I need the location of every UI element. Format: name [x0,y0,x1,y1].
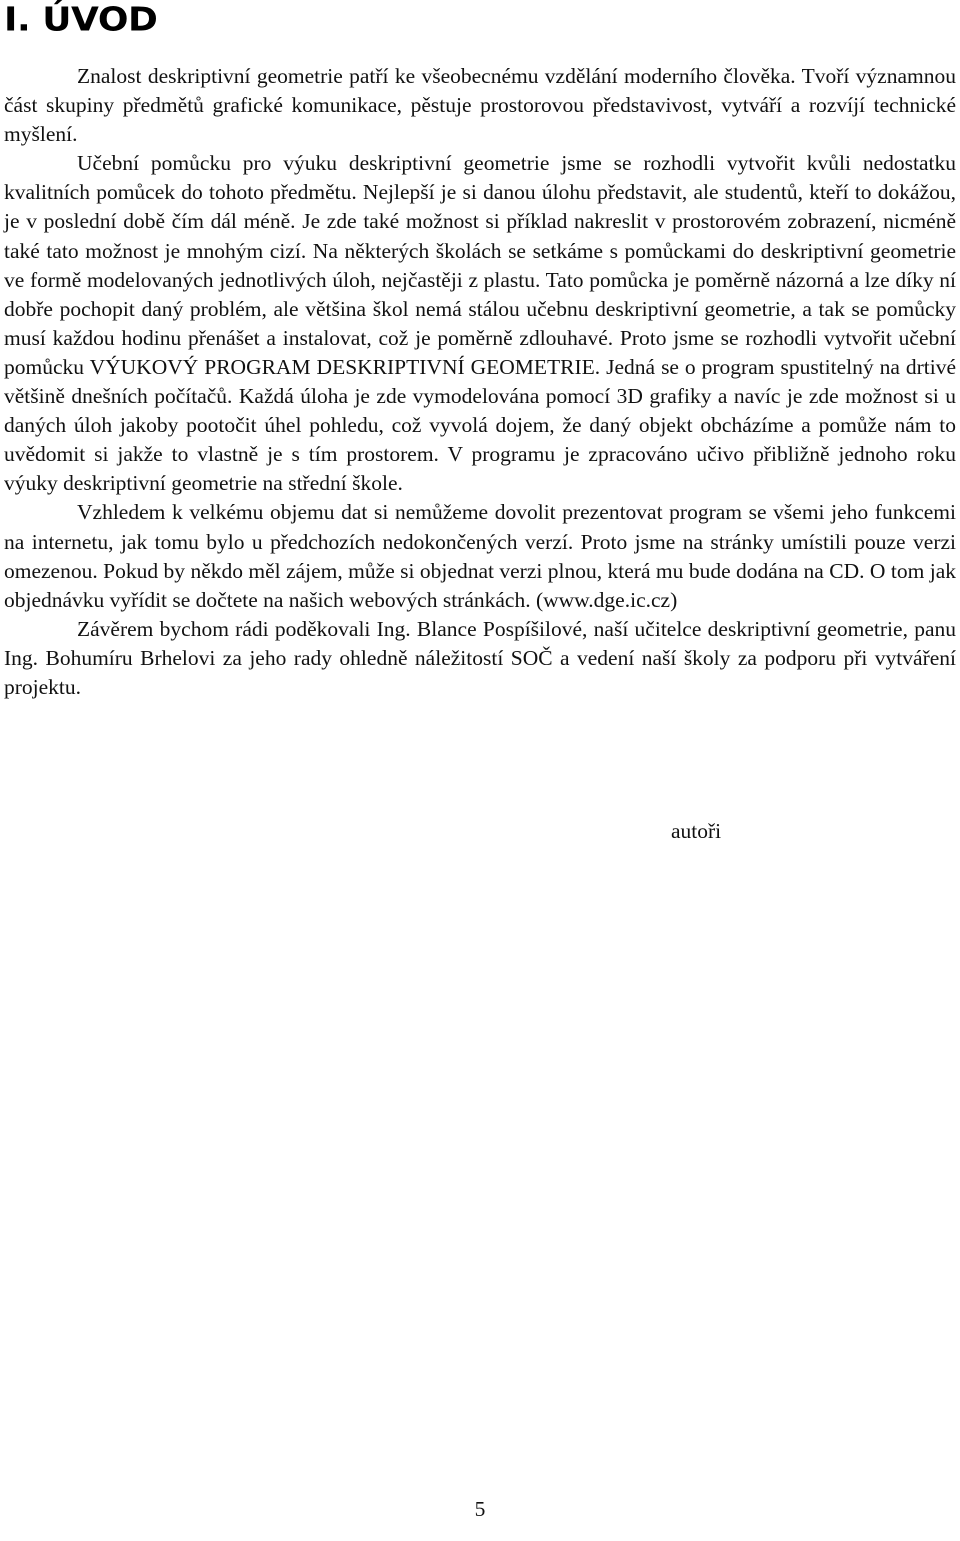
page-number: 5 [474,1497,486,1521]
paragraph: Závěrem bychom rádi poděkovali Ing. Blance Pospíšilové, naší učitelce deskriptivní geometrie, panu Ing. Bohumíru Brhelovi za jeho rady ohledně náležitostí SOČ a vedení naší školy za podporu při vytváření projektu. [4,616,956,699]
section-heading: I. ÚVOD [4,0,158,39]
body-text [4,62,956,702]
paragraph: Učební pomůcku pro výuku deskriptivní geometrie jsme se rozhodli vytvořit kvůli nedostatku kvalitních pomůcek do tohoto předmětu. Nejlepší je si danou úlohu představit, ale studentů, kteří to dokážou, je v poslední době čím dál méně. Je zde také možnost si příklad nakreslit v prostorovém zobrazení, nicméně také tato možnost je mnohým cizí. Na některých školách se setkáme s pomůckami do deskriptivní geometrie ve formě modelovaných jednotlivých úloh, nejčastěji z plastu. Tato pomůcka je poměrně názorná a lze díky ní dobře pochopit daný problém, ale většina škol nemá stálou učebnu deskriptivní geometrie, a tak se pomůcky musí každou hodinu přenášet a instalovat, což je poměrně zdlouhavé. Proto jsme se rozhodli vytvořit učební pomůcku VÝUKOVÝ PROGRAM DESKRIPTIVNÍ GEOMETRIE. Jedná se o program spustitelný na drtivé většině dnešních počítačů. Každá úloha je zde vymodelována pomocí 3D grafiky a navíc je zde možnost si u daných úloh jakoby pootočit úhel pohledu, což vyvolá dojem, že daný objekt obcházíme a pomůže nám to uvědomit si jakže to vlastně je s tím prostorem. V programu je zpracováno učivo přibližně jednoho roku výuky deskriptivní geometrie na střední škole. [4,151,956,496]
paragraph: Znalost deskriptivní geometrie patří ke všeobecnému vzdělání moderního člověka. Tvoří významnou část skupiny předmětů grafické komunikace, pěstuje prostorovou představivost, vytváří a rozvíjí technické myšlení. [4,64,956,147]
signature: autoři [671,819,722,843]
paragraph: Vzhledem k velkému objemu dat si nemůžeme dovolit prezentovat program se všemi jeho funkcemi na internetu, jak tomu bylo u předchozích nedokončených verzí. Proto jsme na stránky umístili pouze verzi omezenou. Pokud by někdo měl zájem, může si objednat verzi plnou, která mu bude dodána na CD. O tom jak objednávku vyřídit se dočtete na našich webových stránkách. (www.dge.ic.cz) [4,500,956,612]
